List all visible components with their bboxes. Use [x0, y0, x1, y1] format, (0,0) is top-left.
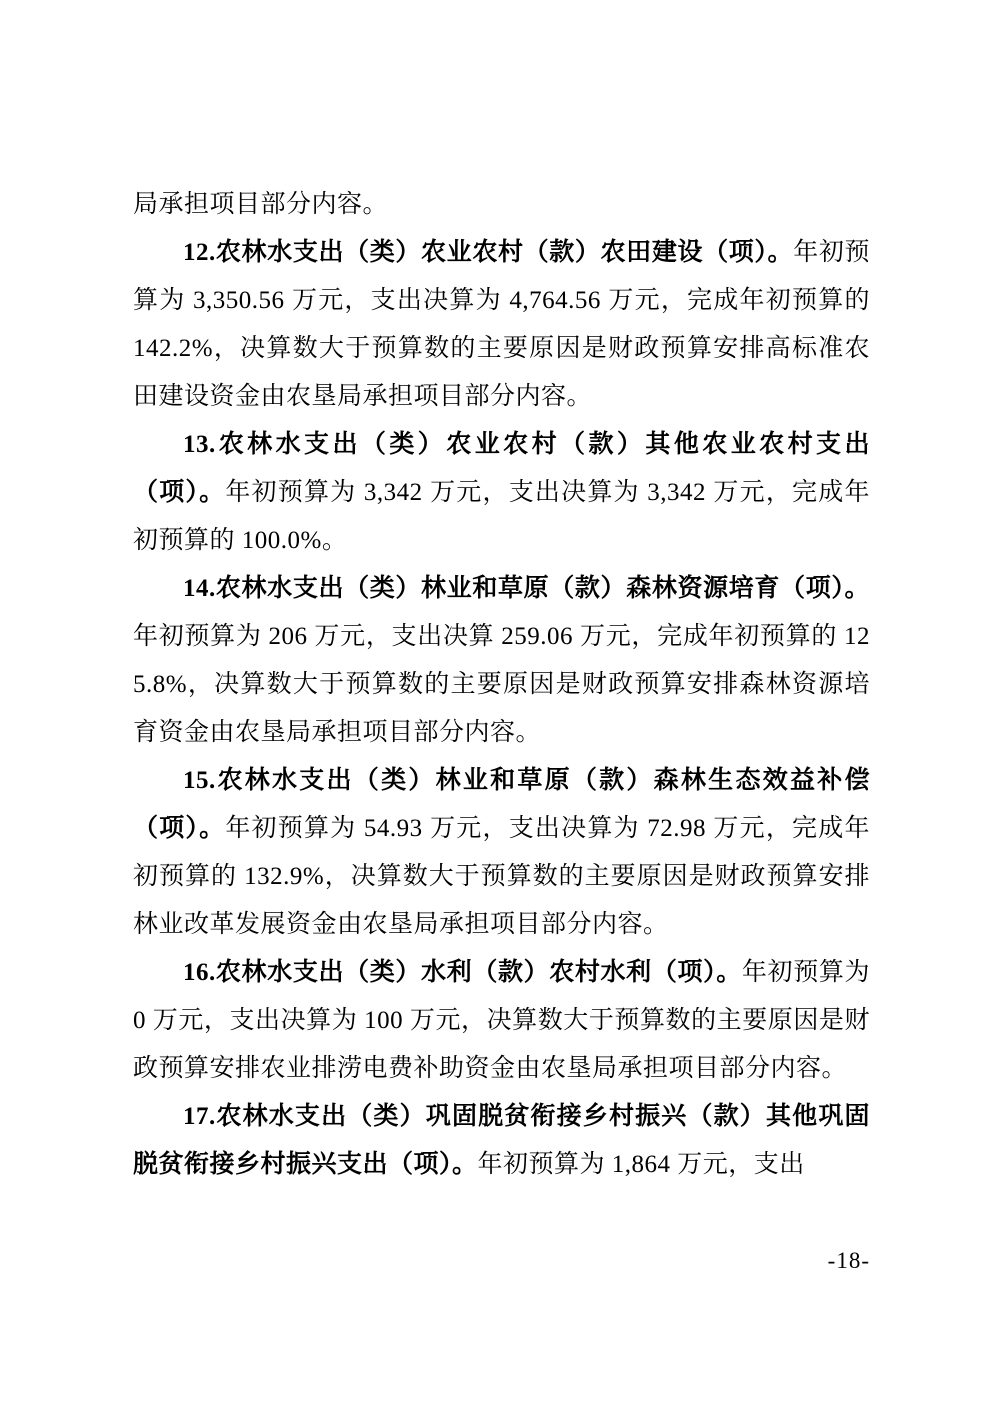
page-number: -18-	[827, 1248, 870, 1273]
item-12-body: 年初预算为 3,350.56 万元，支出决算为 4,764.56 万元，完成年初预算的 142.2%，决算数大于预算数的主要原因是财政预算安排高标准农田建设资金由农垦局承担项目部分内容。	[133, 239, 870, 410]
paragraph-item-16	[133, 949, 870, 1093]
item-14-body: 年初预算为 206 万元，支出决算 259.06 万元，完成年初预算的 125.8%，决算数大于预算数的主要原因是财政预算安排森林资源培育资金由农垦局承担项目部分内容。	[133, 623, 870, 746]
item-15-heading: 15.农林水支出（类）林业和草原（款）森林生态效益补偿（项）。	[133, 767, 870, 842]
item-17-body: 年初预算为 1,864 万元，支出	[477, 1151, 805, 1178]
paragraph-item-13	[133, 421, 870, 565]
item-13-body: 年初预算为 3,342 万元，支出决算为 3,342 万元，完成年初预算的 100.0%。	[133, 479, 870, 554]
item-16-heading: 16.农林水支出（类）水利（款）农村水利（项）。	[183, 959, 742, 986]
item-14-heading: 14.农林水支出（类）林业和草原（款）森林资源培育（项）。	[183, 575, 870, 602]
paragraph-item-14	[133, 565, 870, 757]
paragraph-item-12	[133, 229, 870, 421]
item-12-heading: 12.农林水支出（类）农业农村（款）农田建设（项）。	[183, 239, 794, 266]
document-content	[133, 181, 870, 1189]
item-17-heading: 17.农林水支出（类）巩固脱贫衔接乡村振兴（款）其他巩固脱贫衔接乡村振兴支出（项）。	[133, 1103, 870, 1178]
item-13-heading: 13.农林水支出（类）农业农村（款）其他农业农村支出（项）。	[133, 431, 870, 506]
paragraph-text: 局承担项目部分内容。	[133, 191, 389, 218]
item-15-body: 年初预算为 54.93 万元，支出决算为 72.98 万元，完成年初预算的 132.9%，决算数大于预算数的主要原因是财政预算安排林业改革发展资金由农垦局承担项目部分内容。	[133, 815, 870, 938]
paragraph-item-15	[133, 757, 870, 949]
paragraph-continuation	[133, 181, 870, 229]
paragraph-item-17	[133, 1093, 870, 1189]
item-16-body: 年初预算为 0 万元，支出决算为 100 万元，决算数大于预算数的主要原因是财政预算安排农业排涝电费补助资金由农垦局承担项目部分内容。	[133, 959, 870, 1082]
